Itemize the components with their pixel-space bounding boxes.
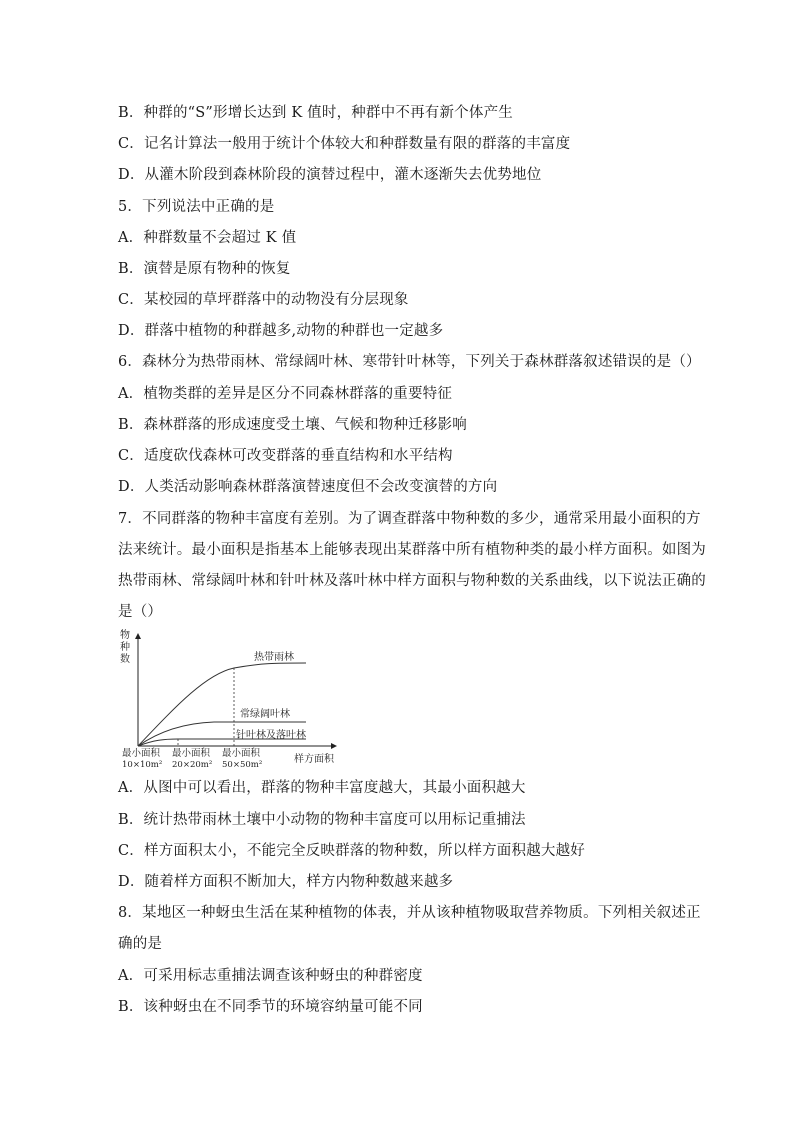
option-line: D．人类活动影响森林群落演替速度但不会改变演替的方向 (118, 479, 498, 495)
x-tick-3-bottom: 50×50m² (222, 760, 263, 770)
option-line: D．群落中植物的种群越多,动物的种群也一定越多 (118, 323, 444, 339)
question-stem: 7．不同群落的物种丰富度有差别。为了调查群落中物种数的多少，通常采用最小面积的方 (118, 511, 701, 527)
question-stem: 法来统计。最小面积是指基本上能够表现出某群落中所有植物种类的最小样方面积。如图为 (118, 542, 706, 558)
question-stem: 5．下列说法中正确的是 (118, 199, 275, 215)
option-line: B．演替是原有物种的恢复 (118, 261, 291, 277)
question-stem: 确的是 (118, 936, 163, 952)
species-area-figure (116, 626, 346, 776)
species-area-svg (116, 626, 346, 776)
label-tropical-rainforest: 热带雨林 (254, 652, 294, 663)
option-line: B．该种蚜虫在不同季节的环境容纳量可能不同 (118, 999, 423, 1015)
y-axis-label-1: 物 (120, 630, 130, 641)
x-axis-label: 样方面积 (294, 754, 334, 765)
option-line: D．从灌木阶段到森林阶段的演替过程中，灌木逐渐失去优势地位 (118, 167, 542, 183)
option-line: A．植物类群的差异是区分不同森林群落的重要特征 (118, 386, 453, 402)
x-tick-1-top: 最小面积 (122, 748, 161, 759)
x-tick-2-top: 最小面积 (172, 748, 211, 759)
label-evergreen-broadleaf: 常绿阔叶林 (240, 709, 290, 720)
question-stem: 热带雨林、常绿阔叶林和针叶林及落叶林中样方面积与物种数的关系曲线，以下说法正确的 (118, 573, 706, 589)
y-axis-label-2: 种 (120, 642, 130, 653)
question-stem: 是（） (118, 604, 163, 620)
option-line: C．记名计算法一般用于统计个体较大和种群数量有限的群落的丰富度 (118, 136, 571, 152)
question-stem: 8．某地区一种蚜虫生活在某种植物的体表，并从该种植物吸取营养物质。下列相关叙述正 (118, 905, 701, 921)
option-line: B．统计热带雨林土壤中小动物的物种丰富度可以用标记重捕法 (118, 812, 526, 828)
option-line: C．适度砍伐森林可改变群落的垂直结构和水平结构 (118, 448, 453, 464)
option-line: C．样方面积太小，不能完全反映群落的物种数，所以样方面积越大越好 (118, 843, 585, 859)
x-tick-3-top: 最小面积 (222, 748, 261, 759)
y-axis-label-3: 数 (120, 654, 130, 665)
option-line: A．从图中可以看出，群落的物种丰富度越大，其最小面积越大 (118, 780, 526, 796)
x-tick-1-bottom: 10×10m² (122, 760, 163, 770)
option-line: A．种群数量不会超过 K 值 (118, 230, 297, 246)
option-line: D．随着样方面积不断加大，样方内物种数越来越多 (118, 874, 454, 890)
option-line: C．某校园的草坪群落中的动物没有分层现象 (118, 292, 409, 308)
option-line: A．可采用标志重捕法调查该种蚜虫的种群密度 (118, 968, 423, 984)
question-stem: 6．森林分为热带雨林、常绿阔叶林、寒带针叶林等，下列关于森林群落叙述错误的是（） (118, 354, 701, 370)
option-line: B．种群的“S”形增长达到 K 值时，种群中不再有新个体产生 (118, 105, 513, 121)
option-line: B．森林群落的形成速度受土壤、气候和物种迁移影响 (118, 417, 467, 433)
label-coniferous-deciduous: 针叶林及落叶林 (236, 730, 306, 741)
x-tick-2-bottom: 20×20m² (172, 760, 213, 770)
